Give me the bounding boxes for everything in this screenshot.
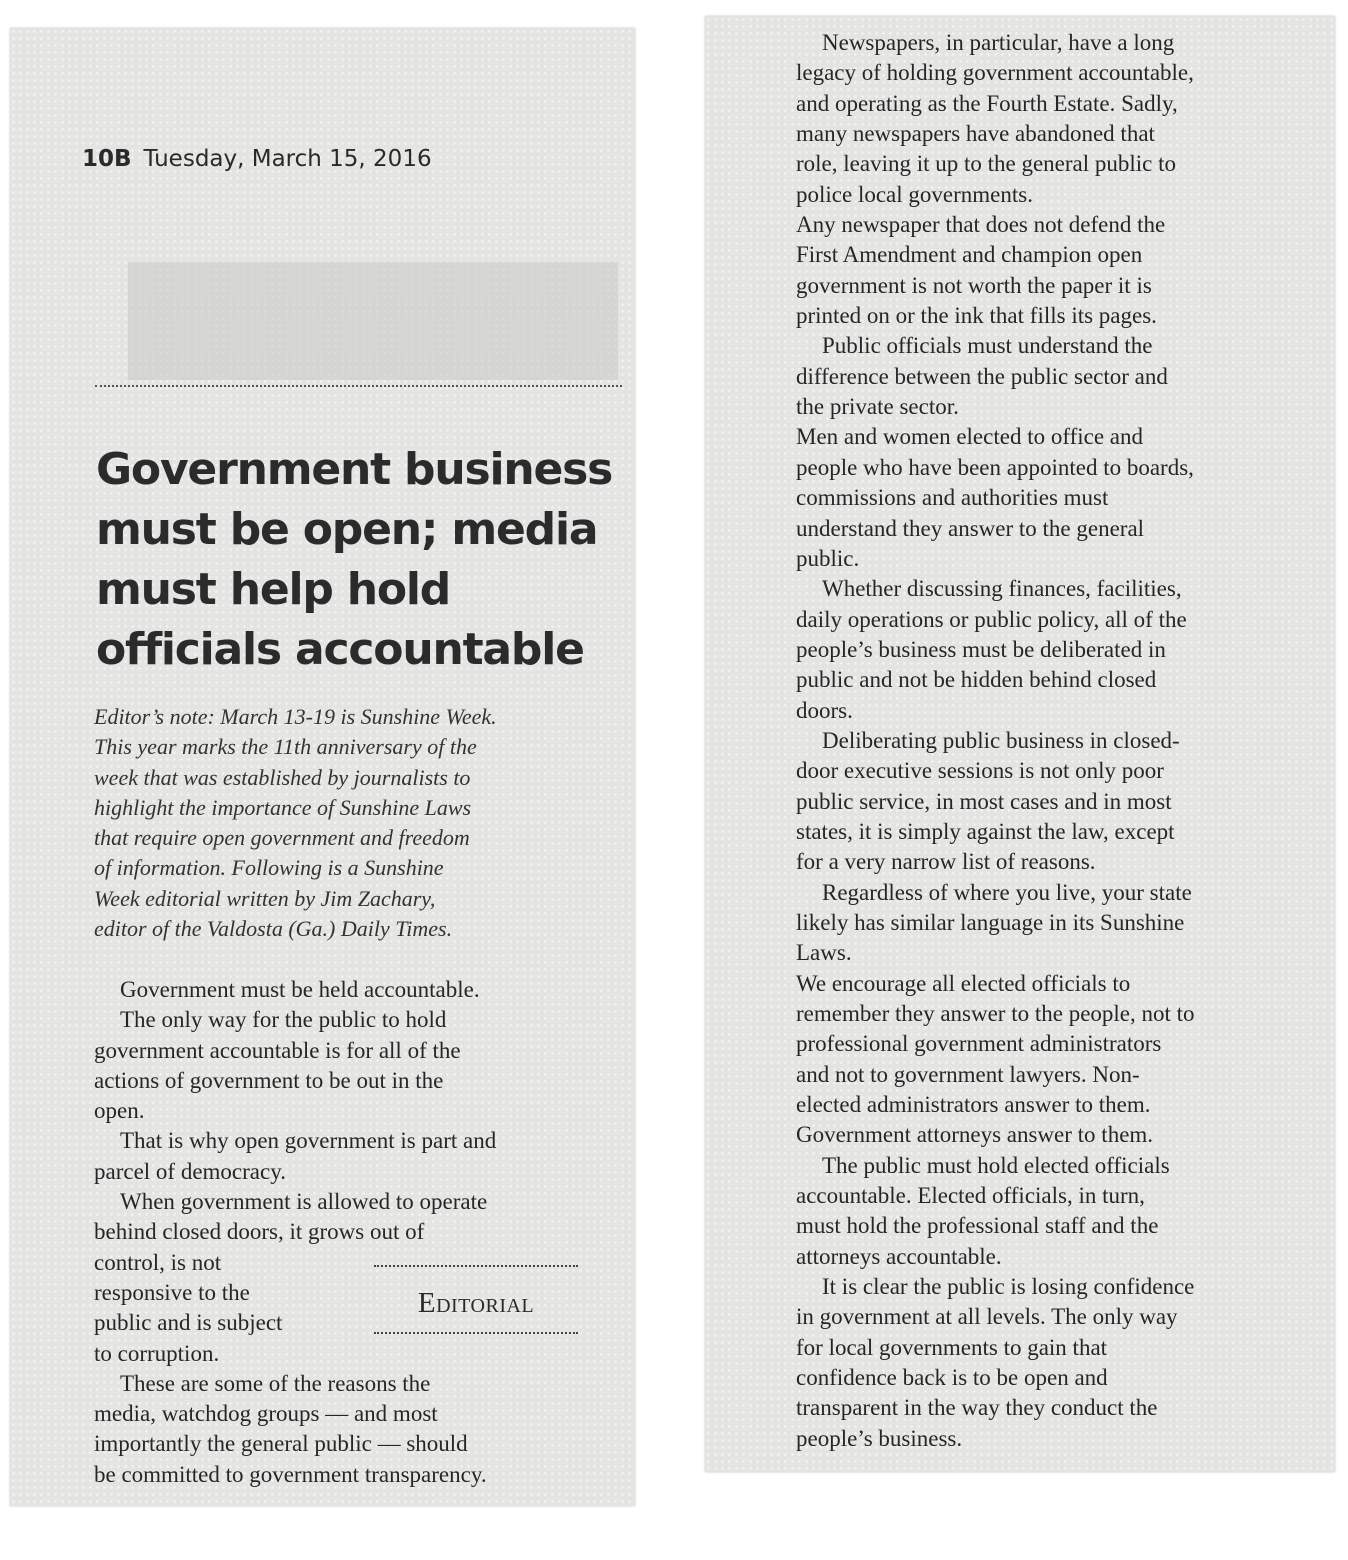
body-line: attorneys accountable. <box>796 1243 1002 1269</box>
body-line: That is why open government is part and <box>120 1128 497 1154</box>
body-line: people’s business. <box>796 1425 963 1451</box>
dotted-rule <box>95 385 622 387</box>
body-line: states, it is simply against the law, except <box>796 818 1175 844</box>
body-line: many newspapers have abandoned that <box>796 121 1155 147</box>
body-line: must hold the professional staff and the <box>796 1213 1159 1239</box>
body-line: The public must hold elected officials <box>822 1152 1170 1178</box>
body-line: public and not be hidden behind closed <box>796 667 1157 693</box>
body-line: The only way for the public to hold <box>120 1007 447 1033</box>
editors-note-line: editor of the Valdosta (Ga.) Daily Times. <box>94 916 453 942</box>
body-line: Laws. <box>796 940 852 966</box>
body-line: commissions and authorities must <box>796 485 1109 511</box>
body-line: public and is subject <box>94 1310 283 1336</box>
editors-note-line: highlight the importance of Sunshine Laws <box>94 794 472 820</box>
body-line: the private sector. <box>796 394 959 420</box>
editors-note-line: that require open government and freedom <box>94 825 470 851</box>
body-line: actions of government to be out in the <box>94 1067 444 1093</box>
body-line: likely has similar language in its Sunshine <box>796 909 1185 935</box>
headline-line: officials accountable <box>96 624 584 675</box>
editors-note-line: Week editorial written by Jim Zachary, <box>94 885 436 911</box>
article-body-right <box>796 28 1326 1454</box>
page-folio <box>82 146 432 172</box>
body-line: and operating as the Fourth Estate. Sadly, <box>796 90 1178 116</box>
body-line: difference between the public sector and <box>796 363 1168 389</box>
body-line: daily operations or public policy, all of the <box>796 606 1187 632</box>
article-body-left <box>94 975 634 1490</box>
body-line: for local governments to gain that <box>796 1334 1108 1360</box>
body-line: and not to government lawyers. Non- <box>796 1061 1140 1087</box>
body-line: confidence back is to be open and <box>796 1365 1108 1391</box>
body-line: legacy of holding government accountable, <box>796 60 1194 86</box>
body-line: importantly the general public — should <box>94 1431 468 1457</box>
body-line: government accountable is for all of the <box>94 1037 461 1063</box>
body-line: Deliberating public business in closed- <box>822 727 1180 753</box>
body-line: Newspapers, in particular, have a long <box>822 30 1175 55</box>
editors-note-line: This year marks the 11th anniversary of the <box>94 734 477 760</box>
body-line: government is not worth the paper it is <box>796 272 1152 298</box>
body-line: public. <box>796 545 860 571</box>
body-line: Regardless of where you live, your state <box>822 879 1192 905</box>
body-line: printed on or the ink that fills its pages. <box>796 303 1157 329</box>
publication-date: Tuesday, March 15, 2016 <box>143 146 432 172</box>
body-line: people’s business must be deliberated in <box>796 636 1166 662</box>
editors-note-line: of information. Following is a Sunshine <box>94 855 444 881</box>
body-line: We encourage all elected officials to <box>796 970 1131 996</box>
body-line: role, leaving it up to the general public to <box>796 151 1177 177</box>
body-line: These are some of the reasons the <box>120 1370 431 1396</box>
editorial-label-text: Editorial <box>417 1287 535 1319</box>
body-line: understand they answer to the general <box>796 515 1145 541</box>
editors-note <box>94 702 624 944</box>
body-line: in government at all levels. The only way <box>796 1304 1178 1330</box>
body-line: parcel of democracy. <box>94 1158 286 1184</box>
body-line: Whether discussing finances, facilities, <box>822 576 1182 602</box>
headline-line: must help hold <box>96 564 451 615</box>
editors-note-line: week that was established by journalists to <box>94 764 471 790</box>
body-line: control, is not <box>94 1249 222 1275</box>
body-line: media, watchdog groups — and most <box>94 1401 438 1427</box>
body-line: be committed to government transparency. <box>94 1461 487 1487</box>
body-line: transparent in the way they conduct the <box>796 1395 1158 1421</box>
body-line: First Amendment and champion open <box>796 242 1143 268</box>
body-line: public service, in most cases and in most <box>796 788 1172 814</box>
cropped-photo-area <box>128 262 618 380</box>
headline-line: must be open; media <box>96 504 598 555</box>
body-line: police local governments. <box>796 181 1033 207</box>
body-line: open. <box>94 1098 145 1124</box>
headline-line: Government business <box>96 444 613 495</box>
body-line: Any newspaper that does not defend the <box>796 212 1166 238</box>
editorial-section-label <box>374 1265 578 1334</box>
body-line: remember they answer to the people, not to <box>796 1001 1195 1026</box>
body-line: professional government administrators <box>796 1031 1162 1057</box>
page-number: 10B <box>82 146 132 172</box>
body-line: elected administrators answer to them. <box>796 1092 1151 1118</box>
body-line: It is clear the public is losing confidence <box>822 1274 1195 1300</box>
body-line: Government attorneys answer to them. <box>796 1122 1154 1148</box>
body-line: doors. <box>796 697 853 723</box>
body-line: responsive to the <box>94 1279 250 1305</box>
body-line: Public officials must understand the <box>822 333 1153 359</box>
body-line: for a very narrow list of reasons. <box>796 849 1096 875</box>
editors-note-line: Editor’s note: March 13-19 is Sunshine Week. <box>94 704 497 729</box>
body-line: behind closed doors, it grows out of <box>94 1219 425 1245</box>
body-line: to corruption. <box>94 1340 220 1366</box>
body-line: When government is allowed to operate <box>120 1189 488 1215</box>
body-line: Men and women elected to office and <box>796 424 1143 450</box>
body-line: Government must be held accountable. <box>120 977 480 1002</box>
body-line: door executive sessions is not only poor <box>796 758 1164 784</box>
body-line: people who have been appointed to boards, <box>796 454 1194 480</box>
body-line: accountable. Elected officials, in turn, <box>796 1183 1145 1209</box>
headline <box>96 440 626 680</box>
